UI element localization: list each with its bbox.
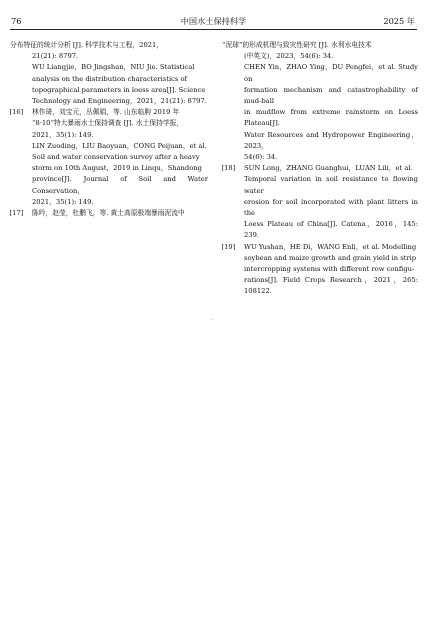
journal-title: 中国水土保持科学	[180, 16, 247, 26]
reference-line: Technology and Engineering，2021，21(21): 8797.	[32, 97, 207, 106]
reference-line: 2021，35(1): 149.	[32, 130, 94, 139]
reference-line: in mudflow from extreme rainstorm on Loess Plateau[J].	[244, 108, 418, 128]
reference-line: erosion for soil incorporated with plant litters in the	[244, 197, 418, 218]
reference-line: formation mechanism and catastrophability of mud-ball	[244, 85, 418, 106]
reference-line: CHEN Yin，ZHAO Ying，DU Pengfei，et al. Study on	[244, 63, 418, 83]
reference-continuation	[222, 40, 418, 163]
publication-year: 2025 年	[383, 16, 415, 26]
header-rule	[10, 29, 417, 30]
reference-entry	[222, 242, 418, 298]
reference-line: “泥球”的形成机理与致灾性研究 [J]. 水利水电技术	[222, 41, 372, 49]
reference-line: SUN Long，ZHANG Guanghui，LUAN Lili，et al.	[244, 164, 413, 173]
reference-line: rations[J]. Field Crops Research，2021，265: 108122.	[244, 276, 418, 296]
reference-entry	[10, 208, 208, 219]
reference-line: Water Resources and Hydropower Engineering，2023，	[244, 130, 418, 150]
reference-line: 分布特征的统计分析 [J]. 科学技术与工程，2021，	[10, 41, 164, 49]
reference-line: 54(6): 34.	[244, 153, 278, 162]
reference-line: topographical parameters in loess area[J]. Science	[32, 85, 206, 94]
reference-line: analysis on the distribution characteristics of	[32, 74, 188, 83]
reference-number: [17]	[9, 209, 24, 218]
reference-line: WU Liangjie，BO Jingshan，NIU Jie. Statistical	[32, 63, 195, 72]
right-column	[222, 40, 418, 298]
reference-number: [18]	[221, 164, 236, 173]
reference-line: Temporal variation in soil resistance to flowing water	[244, 175, 418, 195]
reference-line: Soil and water conservation survey after a heavy	[32, 153, 200, 162]
reference-number: [19]	[221, 242, 236, 251]
left-column	[10, 40, 208, 219]
reference-line: province[J]. Journal of Soil and Water Conservation，	[32, 175, 208, 195]
reference-line: WU Yushan，HE Di，WANG Enli，et al. Modelling	[244, 242, 417, 251]
reference-line: (中英文)，2023，54(6): 34.	[244, 52, 334, 61]
reference-line: LIN Zuoding，LIU Baoyuan，CONG Peijuan，et al.	[32, 141, 207, 150]
reference-line: soybean and maize growth and grain yield in strip	[244, 253, 417, 262]
reference-line: 2021，35(1): 149.	[32, 197, 94, 206]
reference-line: 林作琦，刘宝元，丛佩娟，等. 山东临朐 2019 年	[32, 108, 180, 117]
reference-entry	[222, 163, 418, 241]
reference-line: storm on 10th August，2019 in Linqu，Shandong	[32, 164, 202, 173]
page-header	[0, 0, 427, 34]
page-speck	[212, 319, 213, 320]
reference-line: intercropping systems with different row configu-	[244, 265, 415, 274]
reference-line: 陈吟，赵莹，杜鹏飞，等. 黄土高原极端暴雨泥流中	[32, 209, 185, 218]
page-number: 76	[11, 16, 22, 26]
reference-line: Loess Plateau of China[J]. Catena，2016，145: 239.	[244, 220, 418, 240]
reference-continuation	[10, 40, 208, 107]
reference-number: [16]	[9, 108, 24, 117]
reference-entry	[10, 107, 208, 208]
reference-line: 21(21): 8797.	[32, 52, 79, 61]
reference-line: “8·10”特大暴雨水土保持调查 [J]. 水土保持学报，	[32, 119, 184, 128]
